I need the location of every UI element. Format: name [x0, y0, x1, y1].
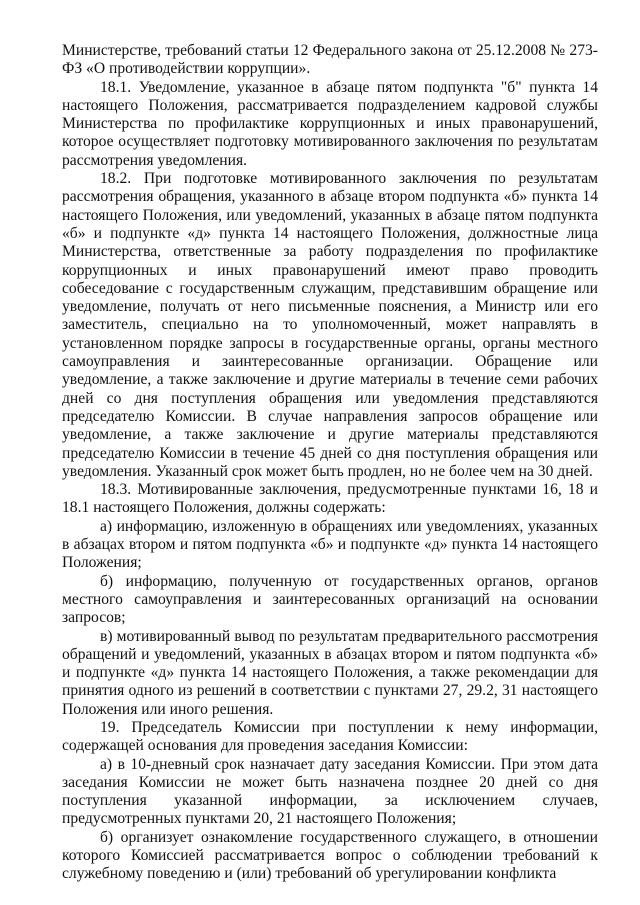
paragraph-continuation: Министерстве, требований статьи 12 Федерального закона от 25.12.2008 № 273-ФЗ «О противодействии коррупции».: [62, 42, 598, 78]
paragraph-18-3-v: в) мотивированный вывод по результатам предварительного рассмотрения обращений и уведомлений, указанных в абзацах втором и пятом подпункта «б» и подпункте «д» пункта 14 настоящего Положения, а также рекомендации для принятия одного из решений в соответствии с пунктами 27, 29.2, 31 настоящего Положения или иного решения.: [62, 627, 598, 718]
paragraph-19-a: а) в 10-дневный срок назначает дату заседания Комиссии. При этом дата заседания Комиссии не может быть назначена позднее 20 дней со дня поступления указанной информации, за исключением случаев, предусмотренных пунктами 20, 21 настоящего Положения;: [62, 755, 598, 828]
paragraph-18-3-b: б) информацию, полученную от государственных органов, органов местного самоуправления и заинтересованных организаций на основании запросов;: [62, 572, 598, 627]
paragraph-18-3: 18.3. Мотивированные заключения, предусмотренные пунктами 16, 18 и 18.1 настоящего Положения, должны содержать:: [62, 481, 598, 517]
paragraph-18-1: 18.1. Уведомление, указанное в абзаце пятом подпункта "б" пункта 14 настоящего Положения, рассматривается подразделением кадровой службы Министерства по профилактике коррупционных и иных правонарушений, которое осуществляет подготовку мотивированного заключения по результатам рассмотрения уведомления.: [62, 78, 598, 169]
paragraph-18-2: 18.2. При подготовке мотивированного заключения по результатам рассмотрения обращения, указанного в абзаце втором подпункта «б» пункта 14 настоящего Положения, или уведомлений, указанных в абзаце пятом подпункта «б» и подпункте «д» пункта 14 настоящего Положения, должностные лица Министерства, ответственные за работу подразделения по профилактике коррупционных и иных правонарушений имеют право проводить собеседование с государственным служащим, представившим обращение или уведомление, получать от него письменные пояснения, а Министр или его заместитель, специально на то уполномоченный, может направлять в установленном порядке запросы в государственные органы, органы местного самоуправления и заинтересованные организации. Обращение или уведомление, а также заключение и другие материалы в течение семи рабочих дней со дня поступления обращения или уведомления представляются председателю Комиссии. В случае направления запросов обращение или уведомление, а также заключение и другие материалы представляются председателю Комиссии в течение 45 дней со дня поступления обращения или уведомления. Указанный срок может быть продлен, но не более чем на 30 дней.: [62, 170, 598, 480]
paragraph-18-3-a: а) информацию, изложенную в обращениях или уведомлениях, указанных в абзацах втором и пятом подпункта «б» и подпункте «д» пункта 14 настоящего Положения;: [62, 517, 598, 572]
document-page: [62, 42, 598, 884]
paragraph-19: 19. Председатель Комиссии при поступлении к нему информации, содержащей основания для проведения заседания Комиссии:: [62, 718, 598, 755]
paragraph-19-b: б) организует ознакомление государственного служащего, в отношении которого Комиссией рассматривается вопрос о соблюдении требований к служебному поведению и (или) требований об урегулировании конфликта: [62, 828, 598, 883]
